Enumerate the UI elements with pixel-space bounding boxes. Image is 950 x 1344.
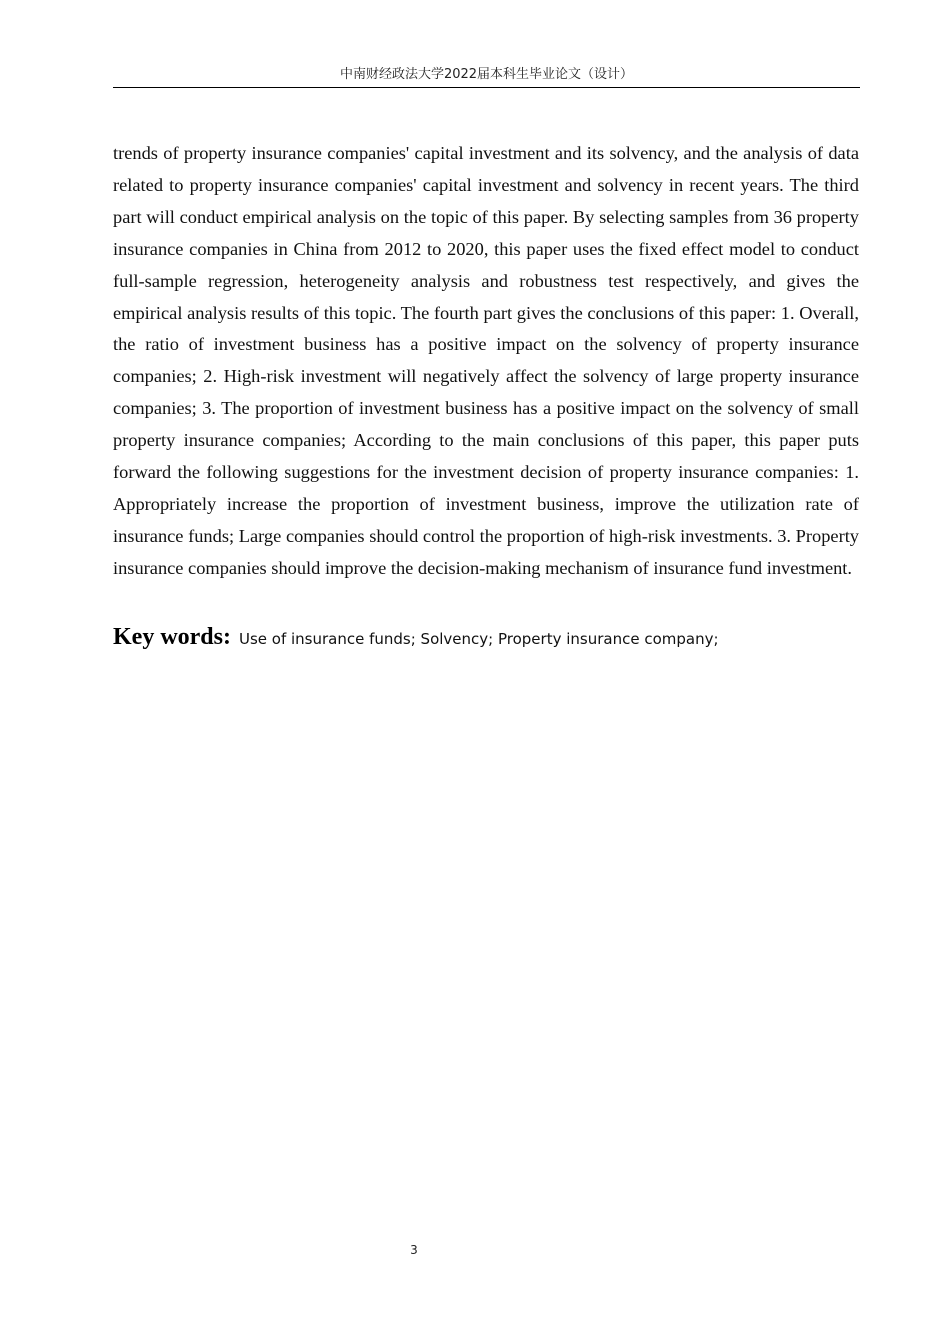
keywords-label: Key words: bbox=[113, 624, 231, 650]
page-header: 中南财经政法大学2022届本科生毕业论文（设计） bbox=[339, 67, 634, 82]
header-rule bbox=[113, 87, 860, 88]
page-number: 3 bbox=[410, 1243, 418, 1257]
keywords-line bbox=[113, 624, 859, 651]
keywords-text: Use of insurance funds; Solvency; Property insurance company; bbox=[238, 630, 719, 648]
abstract-body-text: trends of property insurance companies' capital investment and its solvency, and the analysis of data related to property insurance companies' capital investment and solvency in recent years. The third part will conduct empirical analysis on the topic of this paper. By selecting samples from 36 property insurance companies in China from 2012 to 2020, this paper uses the fixed effect model to conduct full-sample regression, heterogeneity analysis and robustness test respectively, and gives the empirical analysis results of this topic. The fourth part gives the conclusions of this paper: 1. Overall, the ratio of investment business has a positive impact on the solvency of property insurance companies; 2. High-risk investment will negatively affect the solvency of large property insurance companies; 3. The proportion of investment business has a positive impact on the solvency of small property insurance companies; According to the main conclusions of this paper, this paper puts forward the following suggestions for the investment decision of property insurance companies: 1. Appropriately increase the proportion of investment business, improve the utilization rate of insurance funds; Large companies should control the proportion of high-risk investments. 3. Property insurance companies should improve the decision-making mechanism of insurance fund investment. bbox=[113, 143, 859, 578]
